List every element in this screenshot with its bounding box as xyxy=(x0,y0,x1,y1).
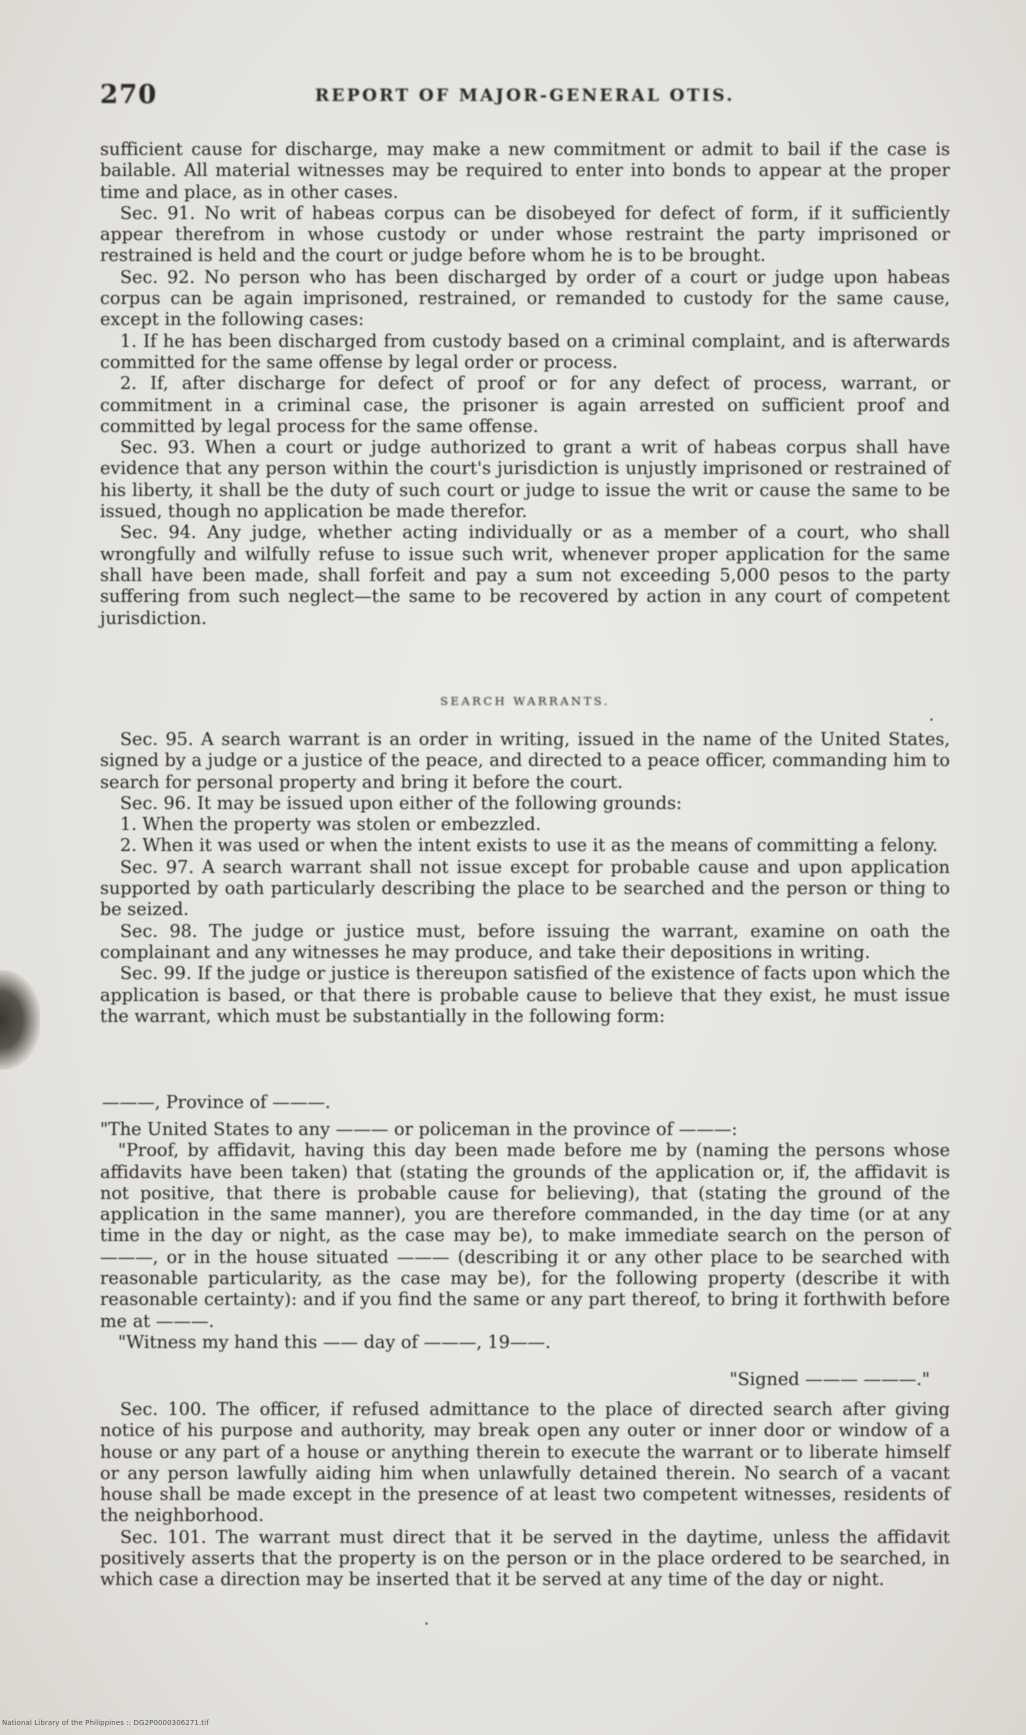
paragraph-sec-93: Sec. 93. When a court or judge authorized to grant a writ of habeas corpus shall have evidence that any person within the court's jurisdiction is unjustly imprisoned or restrained of his liberty, it shall be the duty of such court or judge to issue the writ or cause the same to be issued, though no application be made therefor. xyxy=(100,438,950,523)
paragraph-sec-100: Sec. 100. The officer, if refused admittance to the place of directed search after giving notice of his purpose and authority, may break open any outer or inner door or window of a house or any part of a house or anything therein to execute the warrant or to liberate himself or any person lawfully aiding him when unlawfully detained therein. No search of a vacant house shall be made except in the presence of at least two competent witnesses, residents of the neighborhood. xyxy=(100,1400,950,1527)
paragraph-sec-97: Sec. 97. A search warrant shall not issue except for probable cause and upon application supported by oath particularly describing the place to be searched and the person or thing to be seized. xyxy=(100,857,950,921)
report-title: REPORT OF MAJOR-GENERAL OTIS. xyxy=(315,86,735,106)
thumb-shadow xyxy=(0,970,40,1070)
paragraph-sec-95: Sec. 95. A search warrant is an order in writing, issued in the name of the United States, signed by a judge or a justice of the peace, and directed to a peace officer, commanding him to search for personal property and bring it before the court. xyxy=(100,730,950,793)
form-line-witness: "Witness my hand this —— day of ———, 19——. xyxy=(118,1332,551,1353)
paragraph-sec-96: Sec. 96. It may be issued upon either of the following grounds: xyxy=(120,793,682,814)
source-footer: National Library of the Philippines :: DG2P0000306271.tif xyxy=(2,1719,209,1727)
text-block-habeas-corpus xyxy=(100,140,950,630)
form-heading-text: ———, Province of ———. xyxy=(102,1093,331,1113)
paragraph: sufficient cause for discharge, may make a new commitment or admit to bail if the case is bailable. All material witnesses may be required to enter into bonds to appear at the proper time and place, as in other cases. xyxy=(100,140,950,203)
paragraph-sec-99: Sec. 99. If the judge or justice is thereupon satisfied of the existence of facts upon which the application is based, or that there is probable cause to believe that they exist, he must issue the warrant, which must be substantially in the following form: xyxy=(100,964,950,1027)
paragraph-sec-91: Sec. 91. No writ of habeas corpus can be disobeyed for defect of form, if it sufficiently appear therefrom in whose custody or under whose restraint the party imprisoned or restrained is held and the court or judge before whom he is to be brought. xyxy=(100,203,950,267)
paragraph-ground-1: 1. When the property was stolen or embezzled. xyxy=(120,815,542,836)
form-heading xyxy=(100,1093,950,1114)
paragraph-sec-92: Sec. 92. No person who has been discharged by order of a court or judge upon habeas corpus can be again imprisoned, restrained, or remanded to custody for the same cause, except in the following cases: xyxy=(100,267,950,331)
paragraph-sec-98: Sec. 98. The judge or justice must, before issuing the warrant, examine on oath the complainant and any witnesses he may produce, and take their depositions in writing. xyxy=(100,921,950,963)
form-line-proof: "Proof, by affidavit, having this day been made before me by (naming the persons whose affidavits have been taken) that (stating the grounds of the application or, if, the affidavit is not positive, that there is probable cause for believing), that (stating the ground of the application in the same manner), you are therefore commanded, in the day time (or at any time in the day or night, as the case may be), to make immediate search on the person of ———, or in the house situated ——— (describing it or any other place to be searched with reasonable particularity, as the case may be), for the following property (describe it with reasonable certainty): and if you find the same or any part thereof, to bring it forthwith before me at ———. xyxy=(100,1141,950,1332)
warrant-form xyxy=(100,1120,950,1354)
paragraph-sec-94: Sec. 94. Any judge, whether acting individually or as a member of a court, who shall wrongfully and wilfully refuse to issue such writ, whenever proper application for the same shall have been made, shall forfeit and pay a sum not exceeding 5,000 pesos to the party suffering from such neglect—the same to be recovered by action in any court of competent jurisdiction. xyxy=(100,523,950,629)
text-block-execution xyxy=(100,1400,950,1592)
paragraph-ground-2: 2. When it was used or when the intent exists to use it as the means of committing a felony. xyxy=(120,836,938,857)
page-number: 270 xyxy=(100,80,158,110)
paragraph-case-2: 2. If, after discharge for defect of proof or for any defect of process, warrant, or commitment in a criminal case, the prisoner is again arrested on sufficient proof and committed by legal process for the same offense. xyxy=(100,374,950,437)
form-line-address: "The United States to any ——— or policeman in the province of ———: xyxy=(100,1120,738,1140)
section-heading: SEARCH WARRANTS. xyxy=(440,694,610,708)
paper-speck xyxy=(930,718,933,721)
running-head xyxy=(100,80,950,114)
paragraph-sec-101: Sec. 101. The warrant must direct that it be served in the daytime, unless the affidavit positively asserts that the property is on the person or in the place ordered to be searched, in which case a direction may be inserted that it be served at any time of the day or night. xyxy=(100,1527,950,1591)
form-signature-line: "Signed ——— ———." xyxy=(729,1370,930,1390)
paper-speck xyxy=(425,1622,428,1625)
paragraph-case-1: 1. If he has been discharged from custody based on a criminal complaint, and is afterwards committed for the same offense by legal order or process. xyxy=(100,331,950,373)
text-block-search-warrants xyxy=(100,730,950,1028)
